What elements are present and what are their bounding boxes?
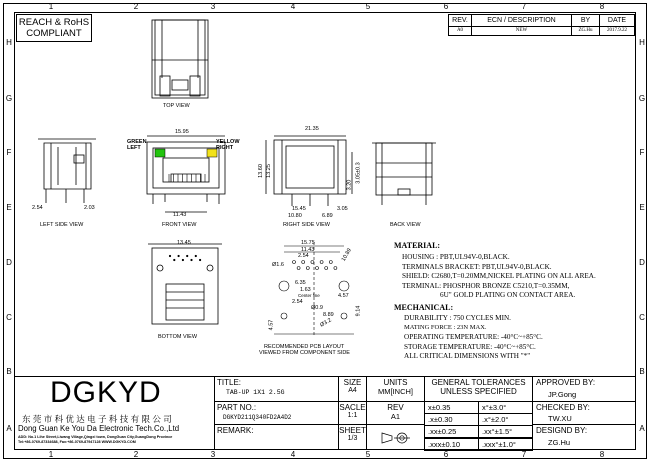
mechanical-line: MATING FORCE : 23N MAX. — [404, 323, 487, 331]
remark-label: REMARK: — [217, 426, 254, 435]
zone-row-G: G — [5, 94, 13, 103]
tolerance-cell-a: x±0.35 — [424, 401, 479, 414]
zone-col-8-bottom: 8 — [599, 450, 605, 459]
title-value: TAB-UP 1X1 2.5G — [226, 389, 285, 396]
mechanical-line: DURABILITY : 750 CYCLES MIN. — [404, 314, 511, 322]
zone-row-A: A — [6, 424, 12, 433]
front-dim-width: 15.95 — [175, 129, 189, 135]
zone-row-B: B — [6, 367, 12, 376]
right-dim-h2: 13.25 — [265, 164, 272, 178]
rev-value-tb: A1 — [390, 412, 401, 421]
zone-row-F-right: F — [639, 148, 645, 157]
size-label: SIZE — [343, 378, 362, 387]
front-dim-pitch: 11.43 — [173, 212, 187, 218]
left-dim-b: 2.03 — [84, 205, 95, 211]
pcb-hole — [329, 261, 332, 264]
right-dim-h5: 3.05±0.3 — [355, 162, 362, 184]
right-dim-w: 21.35 — [305, 126, 319, 132]
pcb-dim-e: 6.35 — [295, 280, 306, 286]
pin-hole — [182, 259, 184, 261]
pcb-center-line: Center line — [298, 293, 320, 298]
right-dim-b2: 6.89 — [322, 213, 333, 219]
sheet-value: 1/3 — [347, 435, 358, 442]
green-led-label-2: LEFT — [127, 145, 141, 151]
pcb-label-1: RECOMMENDED PCB LAYOUT — [264, 344, 345, 350]
front-view-label: FRONT VIEW — [162, 222, 197, 228]
mechanical-title: MECHANICAL: — [394, 303, 454, 312]
left-dim-a: 2.54 — [32, 205, 43, 211]
bottom-view-drawing — [146, 240, 226, 332]
bottom-view-label: BOTTOM VIEW — [158, 334, 198, 340]
pcb-hole — [320, 261, 323, 264]
date-value: 2017.9.22 — [599, 26, 635, 36]
yellow-led-label-2: RIGHT — [216, 145, 234, 151]
part-no-value: DGKYD211Q340FD2A4D2 — [223, 414, 292, 421]
right-dim-h4: 3.05 — [337, 206, 348, 212]
ecn-value: NEW — [471, 26, 572, 36]
zone-col-1-bottom: 1 — [48, 450, 54, 459]
mechanical-line: ALL CRITICAL DIMENSIONS WITH "*" — [404, 352, 531, 360]
pin-hole — [195, 255, 197, 257]
pcb-dim-f: 1.63 — [300, 287, 311, 293]
compliance-box — [16, 14, 92, 42]
company-logo: DGKYD — [50, 376, 162, 409]
tolerance-cell-b: .xxx°±1.0° — [478, 438, 533, 451]
bottom-dim-w: 13.45 — [177, 240, 191, 246]
pcb-dim-h: 2.54 — [292, 299, 303, 305]
pcb-dim-l: Ø3.2 — [319, 317, 333, 329]
pcb-dim-i: 4.57 — [268, 319, 275, 331]
pcb-dim-c: 2.54 — [298, 253, 309, 259]
zone-col-8: 8 — [599, 2, 605, 11]
ecn-header: ECN / DESCRIPTION — [471, 14, 572, 27]
pcb-hole — [302, 261, 305, 264]
pin-hole — [169, 255, 171, 257]
green-led-label-1: GREEN — [127, 139, 147, 145]
zone-col-7-bottom: 7 — [521, 450, 527, 459]
zone-row-G-right: G — [638, 94, 646, 103]
left-side-view-label: LEFT SIDE VIEW — [40, 222, 84, 228]
zone-col-5-bottom: 5 — [365, 450, 371, 459]
sheet-label: SHEET — [339, 426, 366, 435]
zone-row-C-right: C — [639, 313, 645, 322]
mechanical-line: STORAGE TEMPERATURE: -40°C~+85°C. — [404, 342, 536, 351]
company-name-en: Dong Guan Ke You Da Electronic Tech.Co.,Ltd — [18, 424, 180, 433]
scale-value: 1:1 — [347, 412, 358, 419]
compliance-line2: COMPLIANT — [26, 28, 82, 39]
checked-value: TW.XU — [548, 414, 572, 423]
tolerance-cell-b: .x°±2.0° — [478, 413, 533, 426]
zone-row-E: E — [6, 203, 12, 212]
pcb-dim-k: Ø0.9 — [311, 305, 323, 311]
pcb-label-2: VIEWED FROM COMPONENT SIDE — [259, 350, 350, 356]
units-value: MM[INCH] — [378, 387, 413, 396]
pcb-hole — [293, 261, 296, 264]
zone-row-H: H — [6, 38, 12, 47]
pcb-dim-m: 8.89 — [323, 312, 334, 318]
pcb-hole — [297, 267, 300, 270]
zone-row-D-right: D — [639, 258, 645, 267]
projection-symbol-icon — [380, 430, 412, 446]
zone-col-2-bottom: 2 — [133, 450, 139, 459]
material-line: HOUSING : PBT,UL94V-0,BLACK. — [402, 253, 510, 261]
approved-label: APPROVED BY: — [536, 378, 596, 387]
material-title: MATERIAL: — [394, 241, 441, 250]
by-value: ZG.Hu — [571, 26, 600, 36]
pcb-dim-n: 4.57 — [338, 293, 349, 299]
tolerance-cell-b: .xx°±1.5° — [478, 425, 533, 438]
pcb-hole — [311, 261, 314, 264]
zone-row-C: C — [6, 313, 12, 322]
back-view-label: BACK VIEW — [390, 222, 421, 228]
pin-hole — [190, 259, 192, 261]
zone-col-3: 3 — [210, 2, 216, 11]
zone-col-6: 6 — [443, 2, 449, 11]
by-header: BY — [571, 14, 600, 27]
yellow-led-label-1: YELLOW — [216, 139, 240, 145]
units-label: UNITS — [383, 378, 408, 387]
back-view-drawing — [368, 137, 440, 217]
top-view-label: TOP VIEW — [163, 103, 190, 109]
pin-hole — [173, 259, 175, 261]
pcb-hole — [325, 267, 328, 270]
pin-hole — [199, 259, 201, 261]
pcb-dim-b: 11.43 — [301, 247, 315, 253]
right-side-view-label: RIGHT SIDE VIEW — [283, 222, 330, 228]
right-dim-h1: 13.60 — [257, 164, 264, 178]
compliance-line1: REACH & RoHS — [18, 17, 90, 28]
material-line: 6U" GOLD PLATING ON CONTACT AREA. — [440, 291, 576, 299]
zone-col-7: 7 — [521, 2, 527, 11]
zone-col-3-bottom: 3 — [210, 450, 216, 459]
material-line: SHIELD: C2680,T=0.20MM,NICKEL PLATING ON ALL AREA. — [402, 272, 596, 280]
pcb-dim-g: Ø1.6 — [272, 262, 284, 268]
tolerance-title-2: UNLESS SPECIFIED — [440, 387, 517, 396]
zone-col-4-bottom: 4 — [290, 450, 296, 459]
right-dim-h3: 3.20 — [346, 179, 353, 191]
zone-row-H-right: H — [639, 38, 645, 47]
right-dim-b1: 10.80 — [288, 213, 302, 219]
scale-label: SACLE — [339, 403, 366, 412]
pin-hole — [178, 255, 180, 257]
pcb-hole — [306, 267, 309, 270]
checked-label: CHECKED BY: — [536, 403, 590, 412]
material-line: TERMINALS BRACKET: PBT,UL94V-0,BLACK. — [402, 262, 552, 271]
zone-row-A-right: A — [639, 424, 645, 433]
tolerance-cell-a: .xx±0.25 — [424, 425, 479, 438]
zone-col-6-bottom: 6 — [443, 450, 449, 459]
mechanical-line: OPERATING TEMPERATURE: -40°C~+85°C. — [404, 333, 543, 341]
company-contact: Tel:+86-0769-87334688, Fax:+86-0769-87947128 WWW.DGKYD.COM — [18, 440, 136, 444]
zone-col-1: 1 — [48, 2, 54, 11]
tolerance-cell-b: x°±3.0° — [478, 401, 533, 414]
pcb-hole — [334, 267, 337, 270]
right-dim-b3: 15.45 — [292, 206, 306, 212]
tolerance-title-1: GENERAL TOLERANCES — [431, 378, 526, 387]
zone-row-D: D — [6, 258, 12, 267]
zone-col-4: 4 — [290, 2, 296, 11]
top-view-drawing — [150, 18, 220, 103]
designed-value: ZG.Hu — [548, 438, 571, 447]
approved-value: JP.Gong — [548, 390, 577, 399]
company-name-cn: 东 莞 市 科 优 达 电 子 科 技 有 限 公 司 — [22, 414, 172, 424]
material-line: TERMINAL: PHOSPHOR BRONZE C5210,T=0.35MM, — [402, 281, 570, 290]
pcb-dim-d: 10.89 — [340, 247, 353, 263]
tolerance-cell-a: .x±0.30 — [424, 413, 479, 426]
rev-label: REV — [387, 403, 404, 412]
zone-row-B-right: B — [639, 367, 645, 376]
pcb-hole — [316, 267, 319, 270]
zone-row-F: F — [6, 148, 12, 157]
size-value: A4 — [348, 387, 357, 394]
pcb-dim-a: 15.75 — [301, 240, 315, 246]
part-no-label: PART NO.: — [217, 403, 257, 412]
designed-label: DESIGND BY: — [536, 426, 588, 435]
title-label: TITLE: — [217, 378, 242, 387]
green-led — [155, 149, 165, 157]
pin-hole — [186, 255, 188, 257]
pcb-dim-j: 9.14 — [355, 305, 362, 317]
company-address: ADD: No.1 Lihe Street,Liwang Village,Qingxi town, DongGuan City,GuangDong Province — [18, 435, 173, 439]
zone-row-E-right: E — [639, 203, 645, 212]
zone-col-2: 2 — [133, 2, 139, 11]
date-header: DATE — [599, 14, 635, 27]
rev-value: A0 — [448, 26, 472, 36]
rev-header: REV. — [448, 14, 472, 27]
tolerance-cell-a: .xxx±0.10 — [424, 438, 479, 451]
zone-col-5: 5 — [365, 2, 371, 11]
